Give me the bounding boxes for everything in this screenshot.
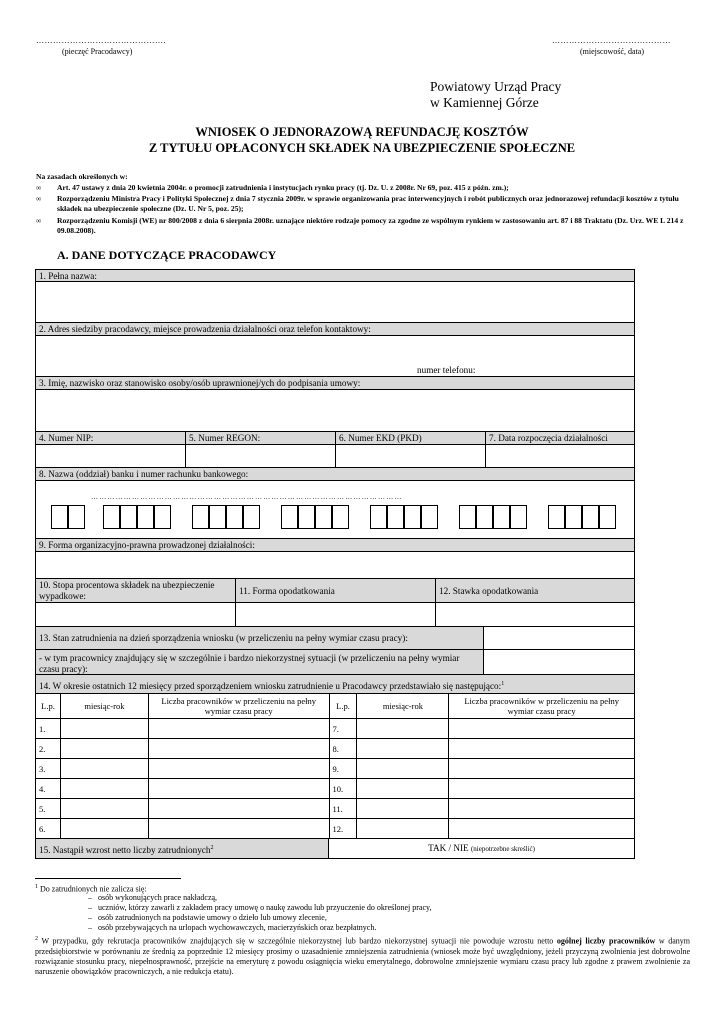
month-cell[interactable]	[60, 799, 148, 819]
account-digit-box[interactable]	[315, 505, 332, 529]
phone-label: numer telefonu:	[417, 365, 476, 375]
field-11-input[interactable]	[235, 602, 436, 627]
field-13-label: 13. Stan zatrudnienia na dzień sporządzenia wniosku (w przeliczeniu na pełny wymiar czasu pracy):	[35, 626, 484, 650]
footnote-2-pre: W przypadku, gdy rekrutacja pracowników znajdujących się w szczególnie niekorzystnej lub bardzo niekorzystnej sytuacji nie powoduje wzrostu netto	[41, 936, 554, 946]
account-digit-box[interactable]	[137, 505, 154, 529]
account-digit-box[interactable]	[476, 505, 493, 529]
field-15-answer[interactable]	[328, 838, 635, 859]
count-cell[interactable]	[449, 759, 635, 779]
account-digit-box[interactable]	[298, 505, 315, 529]
dash-icon: –	[88, 913, 92, 922]
basis-item-1: Art. 47 ustawy z dnia 20 kwietnia 2004r. o promocji zatrudnienia i instytucjach rynku pracy (tj. Dz. U. z 2008r. Nr 69, poz. 415 z późn. zm.);	[57, 183, 509, 192]
field-13b-input[interactable]	[483, 649, 635, 675]
list-item	[88, 923, 648, 933]
account-digit-box[interactable]	[192, 505, 209, 529]
basis-list	[0, 183, 724, 243]
place-date-dots: ……………………………………	[552, 36, 671, 45]
field-3-input[interactable]	[35, 389, 635, 432]
row-number: 5.	[36, 799, 61, 819]
count-cell[interactable]	[148, 739, 329, 759]
account-digit-box[interactable]	[404, 505, 421, 529]
account-digit-box[interactable]	[68, 505, 85, 529]
addressee-line2: w Kamiennej Górze	[430, 95, 539, 110]
field-4-input[interactable]	[35, 444, 186, 468]
field-7-label: 7. Data rozpoczęcia działalności	[485, 431, 635, 445]
footnote-item: osób przebywających na urlopach wychowawczych, macierzyńskich oraz bezpłatnych.	[98, 923, 377, 932]
account-digit-box[interactable]	[332, 505, 349, 529]
col-count-header: Liczba pracowników w przeliczeniu na pełny wymiar czasu pracy	[148, 694, 329, 719]
footnote-2-bold: ogólnej liczby pracowników	[556, 936, 656, 946]
field-5-label: 5. Numer REGON:	[185, 431, 336, 445]
account-digit-box[interactable]	[120, 505, 137, 529]
field-11-label: 11. Forma opodatkowania	[235, 578, 436, 603]
footnote-2-mark: 2	[35, 936, 38, 942]
field-10-input[interactable]	[35, 602, 236, 627]
account-digit-box[interactable]	[243, 505, 260, 529]
account-digit-box[interactable]	[459, 505, 476, 529]
row-number: 9.	[329, 759, 357, 779]
footnote-item: osób zatrudnionych na podstawie umowy o dzieło lub umowy zlecenie,	[98, 913, 327, 922]
field-2-input[interactable]	[35, 335, 635, 377]
month-cell[interactable]	[357, 739, 449, 759]
table-row	[36, 779, 635, 799]
field-13-input[interactable]	[483, 626, 635, 650]
bullet-icon: ∞	[36, 183, 42, 192]
field-2-label: 2. Adres siedziby pracodawcy, miejsce prowadzenia działalności oraz telefon kontaktowy:	[35, 322, 635, 336]
footnote-1-list	[88, 893, 648, 933]
account-digit-box[interactable]	[548, 505, 565, 529]
account-digit-box[interactable]	[421, 505, 438, 529]
month-cell[interactable]	[60, 759, 148, 779]
row-number: 10.	[329, 779, 357, 799]
field-3-label: 3. Imię, nazwisko oraz stanowisko osoby/osób uprawnionej/ych do podpisania umowy:	[35, 376, 635, 390]
field-9-input[interactable]	[35, 551, 635, 579]
field-4-label: 4. Numer NIP:	[35, 431, 186, 445]
table-row	[36, 819, 635, 839]
count-cell[interactable]	[148, 799, 329, 819]
col-month-header: miesiąc-rok	[60, 694, 148, 719]
dash-icon: –	[88, 893, 92, 902]
field-1-label: 1. Pełna nazwa:	[35, 269, 635, 282]
field-6-label: 6. Numer EKD (PKD)	[335, 431, 486, 445]
row-number: 1.	[36, 719, 61, 739]
row-number: 11.	[329, 799, 357, 819]
count-cell[interactable]	[148, 719, 329, 739]
row-number: 12.	[329, 819, 357, 839]
field-12-input[interactable]	[435, 602, 635, 627]
month-cell[interactable]	[357, 819, 449, 839]
footnote-2	[35, 934, 690, 977]
footnote-2-ref: 2	[210, 845, 214, 851]
account-digit-box[interactable]	[154, 505, 171, 529]
count-cell[interactable]	[148, 779, 329, 799]
account-digit-box[interactable]	[281, 505, 298, 529]
tak-nie-note: (niepotrzebne skreślić)	[470, 845, 535, 853]
table-row	[36, 719, 635, 739]
footnote-separator	[35, 878, 181, 879]
account-digit-box[interactable]	[370, 505, 387, 529]
table-header-row	[36, 694, 635, 719]
field-13b-label: - w tym pracownicy znajdujący się w szczególnie i bardzo niekorzystnej sytuacji (w przeliczeniu na pełny wymiar czasu pracy):	[35, 649, 484, 675]
footnote-item: uczniów, którzy zawarli z zakładem pracy umowę o naukę zawodu lub przyuczenie do określonej pracy,	[98, 903, 432, 912]
month-cell[interactable]	[60, 779, 148, 799]
account-digit-box[interactable]	[226, 505, 243, 529]
month-cell[interactable]	[357, 779, 449, 799]
field-7-input[interactable]	[485, 444, 635, 468]
basis-intro: Na zasadach określonych w:	[36, 172, 128, 181]
field-8-label: 8. Nazwa (oddział) banku i numer rachunku bankowego:	[35, 467, 635, 481]
list-item	[88, 893, 648, 903]
field-15-text: 15. Nastąpił wzrost netto liczby zatrudnionych	[39, 845, 211, 856]
account-digit-box[interactable]	[103, 505, 120, 529]
month-cell[interactable]	[60, 719, 148, 739]
account-digit-box[interactable]	[51, 505, 68, 529]
row-number: 3.	[36, 759, 61, 779]
account-digit-box[interactable]	[387, 505, 404, 529]
count-cell[interactable]	[449, 819, 635, 839]
field-6-input[interactable]	[335, 444, 486, 468]
account-digit-box[interactable]	[582, 505, 599, 529]
footnote-item: osób wykonujących prace nakładczą,	[98, 893, 218, 902]
bullet-icon: ∞	[36, 216, 42, 225]
row-number: 6.	[36, 819, 61, 839]
field-14-label	[35, 674, 635, 694]
field-15-label	[35, 838, 329, 859]
count-cell[interactable]	[449, 739, 635, 759]
basis-item-3: Rozporządzeniu Komisji (WE) nr 800/2008 z dnia 6 sierpnia 2008r. uznające niektóre rodzaje pomocy za zgodne ze wspólnym rynkiem w zastosowaniu art. 87 i 88 Traktatu (Dz. Urz. WE L 214 z 09.08.2008).	[57, 216, 684, 236]
count-cell[interactable]	[449, 799, 635, 819]
month-cell[interactable]	[60, 819, 148, 839]
account-digit-box[interactable]	[209, 505, 226, 529]
bullet-icon: ∞	[36, 194, 42, 203]
addressee-line1: Powiatowy Urząd Pracy	[430, 79, 562, 94]
footnote-1-text: Do zatrudnionych nie zalicza się:	[40, 884, 147, 894]
row-number: 4.	[36, 779, 61, 799]
table-row	[36, 739, 635, 759]
field-5-input[interactable]	[185, 444, 336, 468]
month-cell[interactable]	[357, 799, 449, 819]
field-14-text: 14. W okresie ostatnich 12 miesięcy przed sporządzeniem wniosku zatrudnienie u Pracodawcy przedstawiało się następująco:	[39, 681, 502, 692]
col-count-header: Liczba pracowników w przeliczeniu na pełny wymiar czasu pracy	[449, 694, 635, 719]
table-row	[36, 799, 635, 819]
row-number: 8.	[329, 739, 357, 759]
footnote-2-post: w danym przedsiębiorstwie w porównaniu ze średnią za poprzednie 12 miesięcy prosimy o uzasadnienie zmniejszenia zatrudnienia (wniosek może być uwzględniony, jeżeli przyczyną zwolnienia jest dobrowolne rozwiązanie stosunku pracy, niepełnosprawność, przejście na emeryturę z powodu osiągnięcia wieku emerytalnego, dobrowolne zmniejszenie wymiaru czasu pracy lub zgodne z prawem zwolnienie za naruszenie obowiązków pracowniczych, a nie redukcja etatu).	[35, 936, 691, 976]
basis-item-2: Rozporządzeniu Ministra Pracy i Polityki Społecznej z dnia 7 stycznia 2009r. w sprawie organizowania prac interwencyjnych i robót publicznych oraz jednorazowej refundacji kosztów z tytułu składek na ubezpieczenie społeczne (Dz. U. Nr 5, poz. 25);	[57, 194, 679, 214]
place-date-label: (miejscowość, data)	[580, 47, 644, 56]
col-lp-header: L.p.	[36, 694, 61, 719]
row-number: 7.	[329, 719, 357, 739]
dash-icon: –	[88, 903, 92, 912]
month-cell[interactable]	[60, 739, 148, 759]
bank-name-dots: ……………………………………………………………………………………………………	[91, 493, 403, 501]
field-12-label: 12. Stawka opodatkowania	[435, 578, 635, 603]
list-item	[88, 903, 648, 913]
footnote-1-ref: 1	[501, 681, 505, 687]
count-cell[interactable]	[148, 819, 329, 839]
row-number: 2.	[36, 739, 61, 759]
form-title-line1: WNIOSEK O JEDNORAZOWĄ REFUNDACJĘ KOSZTÓW	[195, 125, 529, 139]
account-digit-box[interactable]	[510, 505, 527, 529]
section-a-heading: A. DANE DOTYCZĄCE PRACODAWCY	[57, 248, 277, 262]
account-digit-box[interactable]	[565, 505, 582, 529]
field-1-input[interactable]	[35, 281, 635, 323]
account-digit-box[interactable]	[493, 505, 510, 529]
col-month-header: miesiąc-rok	[357, 694, 449, 719]
stamp-dots: ……………………………………….	[36, 36, 166, 45]
col-lp-header: L.p.	[329, 694, 357, 719]
tak-nie-choice[interactable]: TAK / NIE	[428, 843, 469, 853]
employment-table	[35, 693, 635, 839]
month-cell[interactable]	[357, 759, 449, 779]
field-9-label: 9. Forma organizacyjno-prawna prowadzonej działalności:	[35, 538, 635, 552]
count-cell[interactable]	[449, 779, 635, 799]
dash-icon: –	[88, 923, 92, 932]
month-cell[interactable]	[357, 719, 449, 739]
count-cell[interactable]	[148, 759, 329, 779]
stamp-label: (pieczęć Pracodawcy)	[62, 47, 133, 56]
footnote-1-mark: 1	[35, 884, 38, 890]
list-item	[88, 913, 648, 923]
field-10-label: 10. Stopa procentowa składek na ubezpieczenie wypadkowe:	[35, 578, 236, 603]
count-cell[interactable]	[449, 719, 635, 739]
table-row	[36, 759, 635, 779]
form-title-line2: Z TYTUŁU OPŁACONYCH SKŁADEK NA UBEZPIECZENIE SPOŁECZNE	[148, 141, 576, 155]
account-digit-box[interactable]	[599, 505, 616, 529]
